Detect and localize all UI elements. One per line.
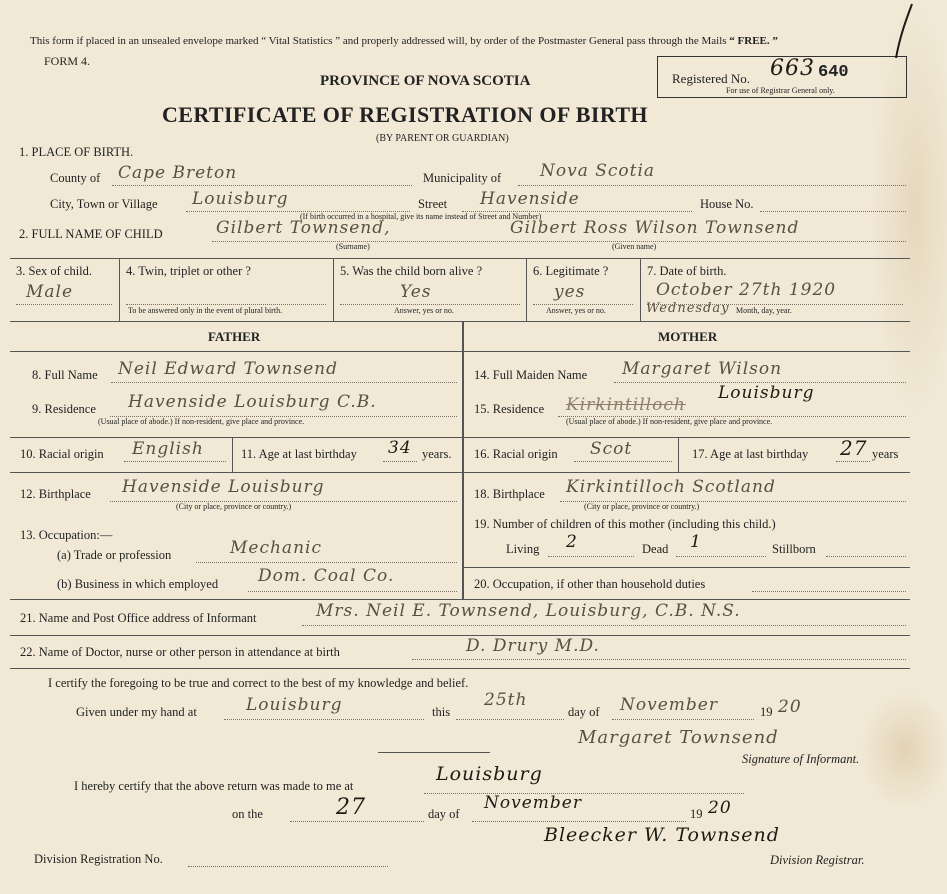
col-divider	[640, 258, 641, 321]
mother-residence-note: (Usual place of abode.) If non-resident, give place and province.	[566, 417, 773, 426]
father-birthplace-note: (City or place, province or country.)	[176, 502, 292, 511]
father-birthplace-label: 12. Birthplace	[20, 487, 91, 501]
father-racial-value: English	[132, 439, 204, 459]
registrar-place-line	[424, 793, 744, 794]
mother-birthplace-note: (City or place, province or country.)	[584, 502, 700, 511]
alive-label: 5. Was the child born alive ?	[340, 264, 483, 278]
surname-note: (Surname)	[336, 242, 370, 251]
father-business-label: (b) Business in which employed	[57, 577, 219, 591]
living-value: 2	[566, 532, 578, 552]
parents-divider	[462, 321, 464, 599]
city-value: Louisburg	[192, 189, 289, 209]
cert-month-value: November	[620, 695, 718, 715]
county-label: County of	[50, 171, 101, 185]
living-line	[548, 556, 634, 557]
division-registration-line	[188, 866, 388, 867]
mother-name-label: 14. Full Maiden Name	[474, 368, 588, 382]
registered-label: Registered No.	[672, 71, 750, 86]
father-racial-label: 10. Racial origin	[20, 447, 104, 461]
mother-age-value: 27	[840, 436, 868, 460]
row-border-top	[10, 258, 910, 259]
child-name-label: 2. FULL NAME OF CHILD	[19, 227, 163, 241]
father-birthplace-value: Havenside Louisburg	[122, 477, 325, 497]
dob-label: 7. Date of birth.	[647, 264, 727, 278]
twin-label: 4. Twin, triplet or other ?	[126, 264, 251, 278]
father-residence-note: (Usual place of abode.) If non-resident, give place and province.	[98, 417, 305, 426]
father-racial-line	[124, 461, 226, 462]
doctor-value: D. Drury M.D.	[466, 636, 600, 656]
parents-heading-border	[10, 351, 910, 352]
street-label: Street	[418, 197, 448, 211]
mother-birthplace-value: Kirkintilloch Scotland	[566, 477, 776, 497]
street-value: Havenside	[480, 189, 580, 209]
registrar-day-value: 27	[336, 795, 366, 820]
this-label: this	[432, 705, 451, 719]
registrar-on-label: on the	[232, 807, 263, 821]
mother-occupation-line	[752, 591, 906, 592]
county-value: Cape Breton	[118, 163, 238, 183]
street-note: (If birth occurred in a hospital, give its name instead of Street and Number)	[300, 212, 542, 221]
informant-border-bottom	[10, 635, 910, 636]
child-given-name: Gilbert Ross Wilson Townsend	[510, 218, 800, 238]
legitimate-note: Answer, yes or no.	[546, 306, 606, 315]
child-surname: Gilbert Townsend,	[216, 218, 391, 238]
registrar-year-value: 20	[708, 798, 732, 818]
mother-age-label: 17. Age at last birthday	[692, 447, 809, 461]
col-divider	[119, 258, 120, 321]
registrar-signature: Bleecker W. Townsend	[544, 824, 780, 846]
division-registration-label: Division Registration No.	[34, 852, 163, 866]
registrar-year-prefix: 19	[690, 807, 703, 821]
father-name-value: Neil Edward Townsend	[118, 359, 338, 379]
mother-racial-label: 16. Racial origin	[474, 447, 558, 461]
page-title: CERTIFICATE OF REGISTRATION OF BIRTH	[162, 102, 648, 127]
father-trade-value: Mechanic	[230, 538, 322, 558]
racial-row-top	[10, 437, 910, 438]
municipality-line	[518, 185, 906, 186]
cert-month-line	[612, 719, 754, 720]
mother-racial-line	[574, 461, 672, 462]
stillborn-label: Stillborn	[772, 542, 816, 556]
city-label: City, Town or Village	[50, 197, 158, 211]
dead-line	[676, 556, 766, 557]
informant-signature: Margaret Townsend	[578, 727, 779, 748]
sex-line	[16, 304, 112, 305]
informant-signature-label: Signature of Informant.	[742, 752, 860, 766]
doctor-line	[412, 659, 906, 660]
dob-weekday: Wednesday	[646, 301, 730, 316]
given-name-note: (Given name)	[612, 242, 657, 251]
mother-residence-struck: Kirkintilloch	[566, 395, 686, 415]
division-registrar-label: Division Registrar.	[770, 853, 865, 867]
mother-racial-divider	[678, 437, 679, 472]
father-heading: FATHER	[208, 329, 261, 344]
cert-day-of-label: day of	[568, 705, 600, 719]
father-name-label: 8. Full Name	[32, 368, 98, 382]
sex-label: 3. Sex of child.	[16, 264, 93, 278]
dob-note: Month, day, year.	[736, 306, 792, 315]
registrar-month-value: November	[484, 793, 582, 813]
registrar-place-value: Louisburg	[436, 763, 543, 785]
paper-stain	[860, 690, 947, 810]
father-occupation-label: 13. Occupation:—	[20, 528, 113, 542]
doctor-border-bottom	[10, 668, 910, 669]
municipality-value: Nova Scotia	[540, 161, 656, 181]
registered-number-written: 663	[770, 56, 815, 81]
legitimate-label: 6. Legitimate ?	[533, 264, 609, 278]
racial-row-bottom	[10, 472, 910, 473]
registered-note: For use of Registrar General only.	[726, 86, 835, 95]
mother-residence-label: 15. Residence	[474, 402, 545, 416]
living-label: Living	[506, 542, 540, 556]
father-residence-label: 9. Residence	[32, 402, 96, 416]
legitimate-line	[533, 304, 633, 305]
father-age-label: 11. Age at last birthday	[241, 447, 357, 461]
mother-occupation-label: 20. Occupation, if other than household duties	[474, 577, 706, 591]
alive-line	[340, 304, 520, 305]
mother-name-value: Margaret Wilson	[622, 359, 783, 379]
mother-children-label: 19. Number of children of this mother (including this child.)	[474, 517, 776, 531]
mother-age-line	[836, 461, 870, 462]
informant-line	[302, 625, 906, 626]
informant-label: 21. Name and Post Office address of Informant	[20, 611, 257, 625]
cert-year-prefix: 19	[760, 705, 773, 719]
dead-value: 1	[690, 532, 702, 552]
house-line	[760, 211, 906, 212]
father-business-value: Dom. Coal Co.	[258, 566, 395, 586]
mother-age-unit: years	[872, 447, 899, 461]
county-line	[112, 185, 412, 186]
col-divider	[333, 258, 334, 321]
house-label: House No.	[700, 197, 754, 211]
registrar-statement: I hereby certify that the above return was made to me at	[74, 779, 354, 793]
father-age-value: 34	[388, 438, 412, 458]
dead-label: Dead	[642, 542, 669, 556]
certification-statement: I certify the foregoing to be true and correct to the best of my knowledge and belief.	[48, 676, 469, 690]
place-of-birth-label: 1. PLACE OF BIRTH.	[19, 145, 134, 159]
mother-birthplace-label: 18. Birthplace	[474, 487, 545, 501]
row-border-bottom	[10, 321, 910, 322]
municipality-label: Municipality of	[423, 171, 502, 185]
mother-residence-value: Louisburg	[718, 383, 815, 403]
mail-notice: This form if placed in an unsealed envelope marked “ Vital Statistics ” and properly addressed will, by order of the Postmaster General pass through the Mails “ FREE. ”	[30, 35, 778, 47]
mother-heading: MOTHER	[658, 329, 718, 344]
form-number: FORM 4.	[44, 54, 91, 68]
registrar-day-of-label: day of	[428, 807, 460, 821]
page-subtitle: (BY PARENT OR GUARDIAN)	[376, 133, 509, 144]
alive-value: Yes	[400, 282, 432, 302]
stillborn-line	[826, 556, 906, 557]
father-name-line	[111, 382, 457, 383]
col-divider	[526, 258, 527, 321]
informant-border-top	[10, 599, 910, 600]
mother-racial-value: Scot	[590, 439, 633, 459]
cert-year-value: 20	[778, 697, 802, 717]
cert-day-line	[456, 719, 564, 720]
given-place-value: Louisburg	[246, 695, 343, 715]
legitimate-value: yes	[554, 282, 586, 302]
doctor-label: 22. Name of Doctor, nurse or other person in attendance at birth	[20, 645, 340, 659]
father-trade-label: (a) Trade or profession	[57, 548, 172, 562]
pen-stroke	[890, 2, 920, 62]
father-age-unit: years.	[422, 447, 452, 461]
twin-line	[126, 304, 326, 305]
sex-value: Male	[26, 282, 74, 302]
father-age-line	[383, 461, 417, 462]
twin-note: To be answered only in the event of plural birth.	[128, 306, 283, 315]
father-residence-value: Havenside Louisburg C.B.	[128, 392, 377, 412]
given-label: Given under my hand at	[76, 705, 197, 719]
registered-number-stamped: 640	[818, 63, 849, 82]
informant-value: Mrs. Neil E. Townsend, Louisburg, C.B. N.S.	[316, 601, 741, 621]
cert-day-value: 25th	[484, 690, 528, 710]
province-heading: PROVINCE OF NOVA SCOTIA	[320, 73, 531, 89]
registrar-month-line	[472, 821, 686, 822]
dob-value: October 27th 1920	[656, 280, 837, 300]
father-racial-divider	[232, 437, 233, 472]
given-place-line	[224, 719, 424, 720]
father-trade-line	[196, 562, 457, 563]
alive-note: Answer, yes or no.	[394, 306, 454, 315]
divider-line	[378, 752, 490, 753]
registrar-day-line	[290, 821, 424, 822]
occupation-border	[462, 567, 910, 568]
father-business-line	[248, 591, 457, 592]
child-name-line	[212, 241, 906, 242]
